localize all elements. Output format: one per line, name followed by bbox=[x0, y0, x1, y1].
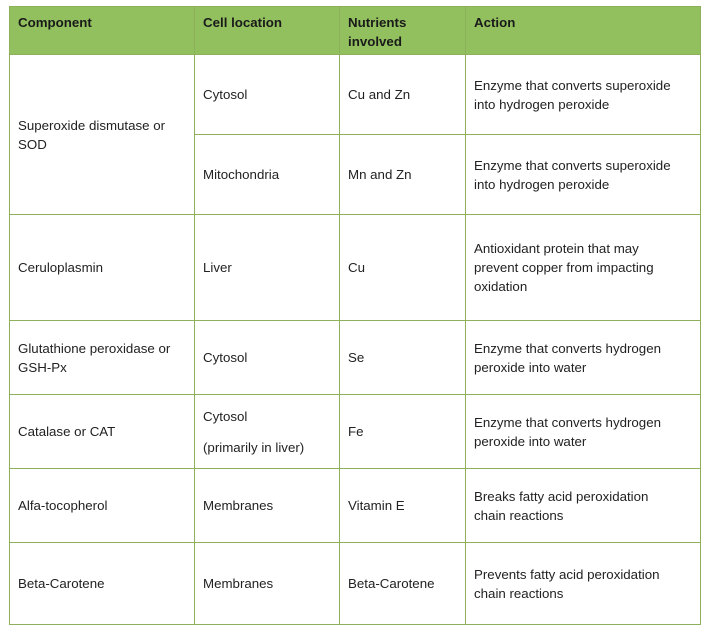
header-component: Component bbox=[10, 7, 195, 55]
cell-location: Membranes bbox=[195, 469, 340, 543]
header-action: Action bbox=[466, 7, 701, 55]
header-nutrients: Nutrients involved bbox=[340, 7, 466, 55]
cell-location: Cytosol bbox=[195, 321, 340, 395]
header-row bbox=[10, 7, 701, 55]
cell-action: Antioxidant protein that may prevent copper from impacting oxidation bbox=[466, 215, 701, 321]
antioxidant-table bbox=[9, 6, 701, 625]
cell-nutrients: Beta-Carotene bbox=[340, 543, 466, 625]
table-row bbox=[10, 469, 701, 543]
cell-component: Catalase or CAT bbox=[10, 395, 195, 469]
cell-nutrients: Cu and Zn bbox=[340, 55, 466, 135]
cell-location: Cytosol (primarily in liver) bbox=[195, 395, 340, 469]
cell-action: Enzyme that converts hydrogen peroxide into water bbox=[466, 395, 701, 469]
cell-action: Enzyme that converts hydrogen peroxide into water bbox=[466, 321, 701, 395]
cell-nutrients: Mn and Zn bbox=[340, 135, 466, 215]
table-row bbox=[10, 55, 701, 135]
cell-component: Superoxide dismutase or SOD bbox=[10, 55, 195, 215]
cell-action: Enzyme that converts superoxide into hydrogen peroxide bbox=[466, 55, 701, 135]
table-row bbox=[10, 321, 701, 395]
cell-nutrients: Se bbox=[340, 321, 466, 395]
cell-location: Cytosol bbox=[195, 55, 340, 135]
cell-nutrients: Cu bbox=[340, 215, 466, 321]
cell-action: Enzyme that converts superoxide into hydrogen peroxide bbox=[466, 135, 701, 215]
header-location: Cell location bbox=[195, 7, 340, 55]
cell-location: Liver bbox=[195, 215, 340, 321]
cell-location: Mitochondria bbox=[195, 135, 340, 215]
cell-nutrients: Fe bbox=[340, 395, 466, 469]
cell-component: Alfa-tocopherol bbox=[10, 469, 195, 543]
table-row bbox=[10, 215, 701, 321]
cell-location: Membranes bbox=[195, 543, 340, 625]
cell-component: Ceruloplasmin bbox=[10, 215, 195, 321]
cell-action: Prevents fatty acid peroxidation chain reactions bbox=[466, 543, 701, 625]
cell-nutrients: Vitamin E bbox=[340, 469, 466, 543]
cell-component: Glutathione peroxidase or GSH-Px bbox=[10, 321, 195, 395]
cell-action: Breaks fatty acid peroxidation chain reactions bbox=[466, 469, 701, 543]
cell-component: Beta-Carotene bbox=[10, 543, 195, 625]
table-row bbox=[10, 543, 701, 625]
table-row bbox=[10, 395, 701, 469]
